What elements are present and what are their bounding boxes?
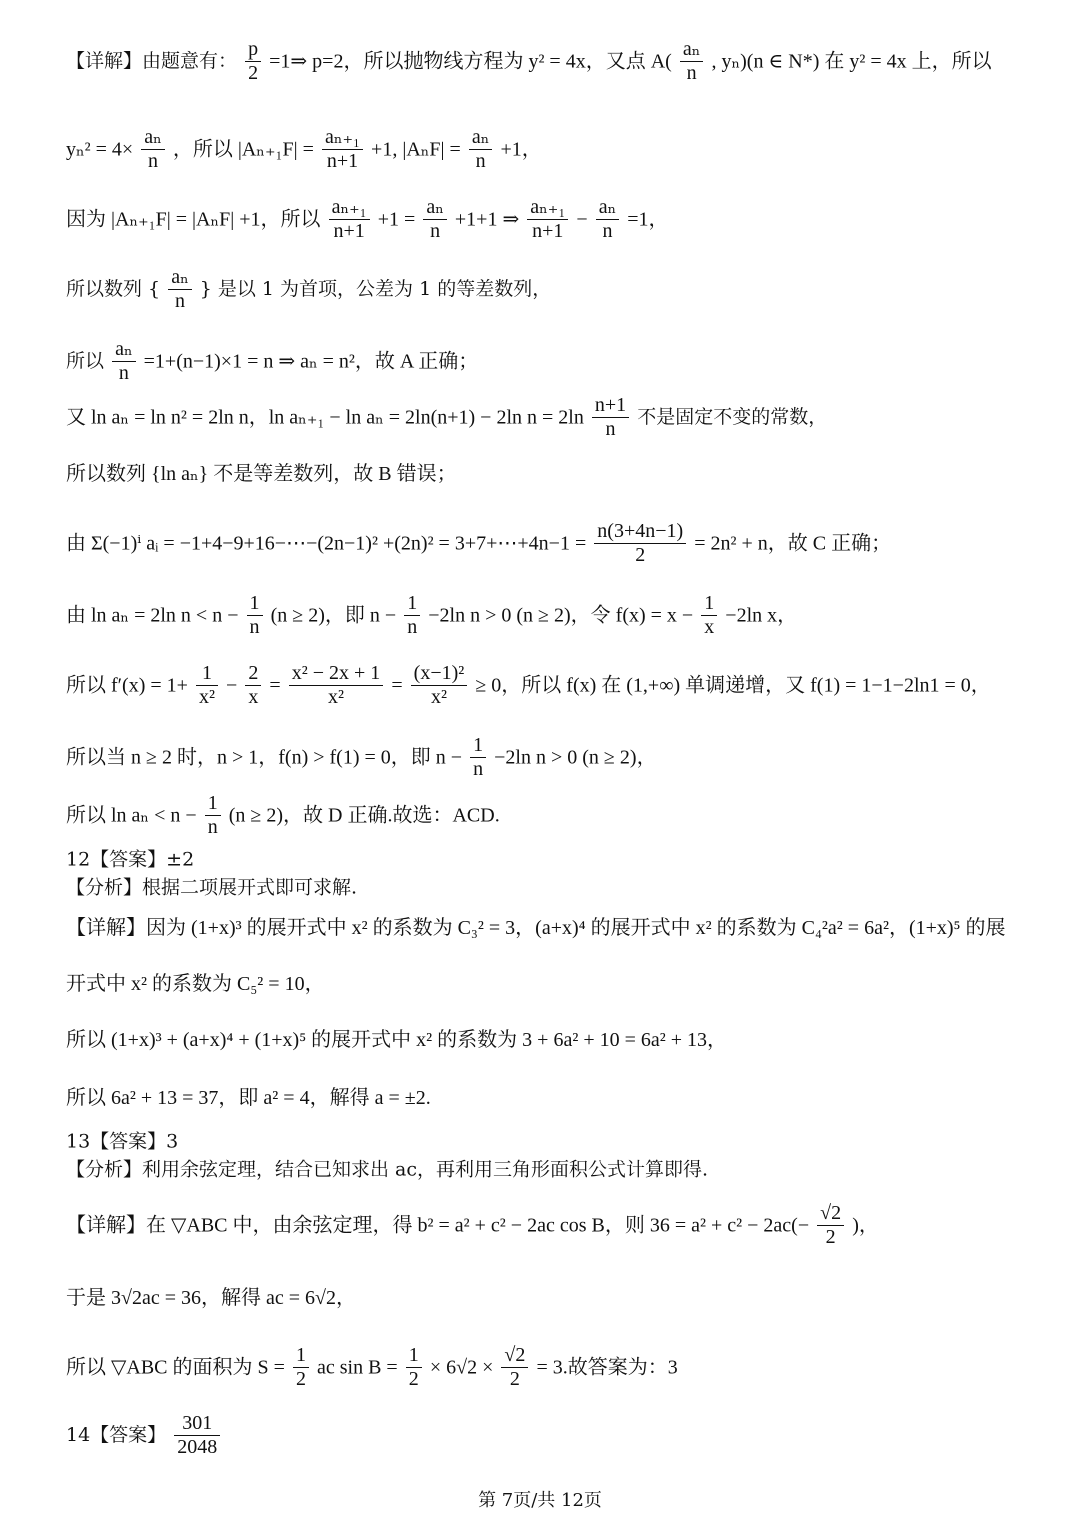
- numerator: 1: [701, 592, 717, 616]
- text: =: [391, 674, 403, 697]
- text: −: [576, 208, 588, 231]
- text: 所以 6a² + 13 = 37，即 a² = 4，解得 a = ±2.: [66, 1087, 431, 1109]
- text: +1+1 ⇒: [454, 208, 520, 231]
- numerator: aₙ: [168, 266, 192, 290]
- q12-detail-4: [66, 1086, 1040, 1110]
- text: 所以 ▽ABC 的面积为 S =: [66, 1356, 285, 1379]
- text: = 2n² + n，故 C 正确；: [694, 532, 892, 555]
- numerator: √2: [501, 1344, 528, 1368]
- denominator: n: [249, 616, 260, 638]
- numerator: aₙ: [596, 196, 620, 220]
- text: −2ln n > 0 (n ≥ 2)，: [494, 746, 657, 769]
- text: 所以数列 {ln aₙ} 不是等差数列，故 B 错误；: [66, 463, 457, 485]
- text: 开式中 x² 的系数为 C₅² = 10，: [66, 973, 325, 995]
- text: +1 =: [377, 208, 416, 231]
- fraction: [594, 520, 686, 567]
- fraction: [322, 126, 363, 173]
- q11-line-12: [66, 792, 1040, 839]
- text: 所以 (1+x)³ + (a+x)⁴ + (1+x)⁵ 的展开式中 x² 的系数为 3 + 6a² + 10 = 6a² + 13，: [66, 1029, 728, 1051]
- denominator: n: [148, 150, 159, 172]
- numerator: 2: [245, 662, 261, 686]
- denominator: n: [602, 220, 613, 242]
- q11-line-1: [66, 38, 1040, 85]
- text: =1+(n−1)×1 = n ⇒ aₙ = n²，故 A 正确；: [143, 350, 479, 373]
- q12-detail-2: [66, 972, 1040, 996]
- text: (n ≥ 2)，即 n −: [270, 604, 397, 627]
- q12-analysis: [66, 876, 1040, 899]
- denominator: 2: [248, 62, 259, 84]
- fraction: [469, 126, 493, 173]
- denominator: n+1: [532, 220, 564, 242]
- text: 所以当 n ≥ 2 时，n > 1，f(n) > f(1) = 0，即 n −: [66, 746, 463, 769]
- numerator: √2: [817, 1202, 844, 1226]
- fraction: [423, 196, 447, 243]
- fraction: [411, 662, 468, 709]
- numerator: p: [245, 38, 261, 62]
- text: 所以数列 {: [66, 278, 161, 301]
- denominator: n: [605, 418, 616, 440]
- numerator: x² − 2x + 1: [289, 662, 384, 686]
- text: −: [226, 674, 238, 697]
- denominator: x: [248, 686, 259, 708]
- denominator: n: [475, 150, 486, 172]
- q11-line-9: [66, 592, 1040, 639]
- denominator: n: [207, 816, 218, 838]
- denominator: 2: [635, 544, 646, 566]
- numerator: aₙ₊₁: [329, 196, 370, 220]
- denominator: n: [174, 290, 185, 312]
- q11-line-4: [66, 266, 1040, 313]
- numerator: 1: [470, 734, 486, 758]
- numerator: aₙ: [112, 338, 136, 362]
- text: =1，: [627, 208, 669, 231]
- text: 所以: [66, 350, 105, 373]
- text: (: [665, 50, 672, 73]
- text: 【详解】在 ▽ABC 中，由余弦定理，得 b² = a² + c² − 2ac cos B，则 36 = a² + c² − 2ac(−: [66, 1214, 810, 1237]
- q11-line-5: [66, 338, 1040, 385]
- denominator: 2048: [177, 1436, 218, 1458]
- fraction: [406, 1344, 422, 1391]
- fraction: [247, 592, 263, 639]
- text: (n ≥ 2)，故 D 正确.故选：ACD.: [228, 804, 500, 827]
- text: 14【答案】: [66, 1424, 167, 1447]
- numerator: aₙ₊₁: [322, 126, 363, 150]
- q13-analysis: [66, 1158, 1040, 1181]
- text: 13【答案】3: [66, 1130, 179, 1153]
- text: −2ln n > 0 (n ≥ 2)，令 f(x) = x −: [428, 604, 694, 627]
- text: =: [269, 674, 281, 697]
- fraction: [404, 592, 420, 639]
- q11-line-8: [66, 520, 1040, 567]
- numerator: 1: [404, 592, 420, 616]
- text: = 3.故答案为：3: [536, 1356, 678, 1379]
- denominator: x: [704, 616, 715, 638]
- numerator: 1: [406, 1344, 422, 1368]
- q13-detail-3: [66, 1344, 1040, 1391]
- text: 因为 |Aₙ₊₁F| = |AₙF| +1，所以: [66, 208, 321, 231]
- fraction: [527, 196, 568, 243]
- text: 【分析】利用余弦定理，结合已知求出 ac，再利用三角形面积公式计算即得.: [66, 1158, 709, 1181]
- text: +1，: [500, 138, 542, 161]
- text: 所以 ln aₙ < n −: [66, 804, 197, 827]
- text: ac sin B =: [317, 1356, 398, 1379]
- fraction: [205, 792, 221, 839]
- numerator: aₙ: [423, 196, 447, 220]
- q11-line-7: [66, 462, 1040, 486]
- denominator: 2: [509, 1368, 520, 1390]
- fraction: [680, 38, 704, 85]
- denominator: n: [473, 758, 484, 780]
- text: 由题意有：: [142, 50, 238, 73]
- text: 所以 f′(x) = 1+: [66, 674, 188, 697]
- denominator: x²: [430, 686, 447, 708]
- text: , yₙ)(n ∈ N*) 在 y² = 4x 上，所以: [711, 50, 992, 73]
- text: 不是固定不变的常数，: [637, 406, 828, 429]
- text: +1, |AₙF| =: [371, 138, 461, 161]
- fraction: [470, 734, 486, 781]
- text: } 是以 1 为首项，公差为 1 的等差数列，: [199, 278, 552, 301]
- page-footer: 第 7页/共 12页: [478, 1490, 602, 1511]
- fraction: [592, 394, 629, 441]
- numerator: aₙ₊₁: [527, 196, 568, 220]
- q14-answer: [66, 1412, 1040, 1459]
- numerator: aₙ: [680, 38, 704, 62]
- q12-detail-1: [66, 916, 1040, 940]
- numerator: 301: [174, 1412, 220, 1436]
- q11-line-6: [66, 394, 1040, 441]
- text: yₙ² = 4×: [66, 138, 134, 161]
- q11-line-10: [66, 662, 1040, 709]
- denominator: 2: [408, 1368, 419, 1390]
- numerator: 1: [247, 592, 263, 616]
- fraction: [293, 1344, 309, 1391]
- denominator: x²: [328, 686, 344, 708]
- q13-detail-2: [66, 1286, 1040, 1310]
- q11-line-2: [66, 126, 1040, 173]
- denominator: n: [118, 362, 129, 384]
- fraction: [245, 662, 261, 709]
- denominator: 2: [825, 1226, 836, 1248]
- fraction: [596, 196, 620, 243]
- denominator: x²: [198, 686, 215, 708]
- text: −2ln x，: [725, 604, 798, 627]
- denominator: n+1: [333, 220, 365, 242]
- text: ≥ 0，所以 f(x) 在 (1,+∞) 单调递增，又 f(1) = 1−1−2ln1 = 0，: [475, 674, 991, 697]
- numerator: (x−1)²: [411, 662, 468, 686]
- fraction: [112, 338, 136, 385]
- text: 由 ln aₙ = 2ln n < n −: [66, 604, 239, 627]
- fraction: [196, 662, 218, 709]
- text: )，: [852, 1214, 879, 1237]
- fraction: [329, 196, 370, 243]
- numerator: 1: [205, 792, 221, 816]
- numerator: aₙ: [141, 126, 165, 150]
- fraction: [141, 126, 165, 173]
- denominator: n: [686, 62, 697, 84]
- detail-label: 【详解】: [66, 50, 143, 73]
- numerator: n+1: [592, 394, 629, 418]
- q11-line-3: [66, 196, 1040, 243]
- text: 【详解】因为 (1+x)³ 的展开式中 x² 的系数为 C₃² = 3，(a+x)⁴ 的展开式中 x² 的系数为 C₄²a² = 6a²，(1+x)⁵ 的展: [66, 917, 1006, 939]
- text: 【分析】根据二项展开式即可求解.: [66, 876, 358, 899]
- text: 12【答案】±2: [66, 848, 195, 871]
- fraction: [701, 592, 717, 639]
- text: 于是 3√2ac = 36，解得 ac = 6√2，: [66, 1287, 357, 1309]
- text: 由 Σ(−1)ⁱ aᵢ = −1+4−9+16−⋯−(2n−1)² +(2n)² = 3+7+⋯+4n−1 =: [66, 532, 587, 555]
- numerator: aₙ: [469, 126, 493, 150]
- q13-detail-1: [66, 1202, 1040, 1249]
- denominator: 2: [295, 1368, 306, 1390]
- text: × 6√2 ×: [429, 1356, 494, 1379]
- fraction: [501, 1344, 528, 1391]
- numerator: n(3+4n−1): [594, 520, 686, 544]
- text: =1⇒ p=2，所以抛物线方程为 y² = 4x，又点 A: [269, 50, 666, 73]
- q12-detail-3: [66, 1028, 1040, 1052]
- numerator: 1: [196, 662, 218, 686]
- q13-answer: [66, 1130, 1040, 1153]
- numerator: 1: [293, 1344, 309, 1368]
- fraction: [168, 266, 192, 313]
- q11-line-11: [66, 734, 1040, 781]
- fraction: [289, 662, 384, 709]
- fraction: [174, 1412, 220, 1459]
- text: ，所以 |Aₙ₊₁F| =: [172, 138, 314, 161]
- denominator: n: [407, 616, 418, 638]
- q12-answer: [66, 848, 1040, 871]
- text: 又 ln aₙ = ln n² = 2ln n，ln aₙ₊₁ − ln aₙ = 2ln(n+1) − 2ln n = 2ln: [66, 406, 584, 429]
- fraction: [245, 38, 261, 85]
- fraction: [817, 1202, 844, 1249]
- denominator: n: [430, 220, 441, 242]
- denominator: n+1: [326, 150, 359, 172]
